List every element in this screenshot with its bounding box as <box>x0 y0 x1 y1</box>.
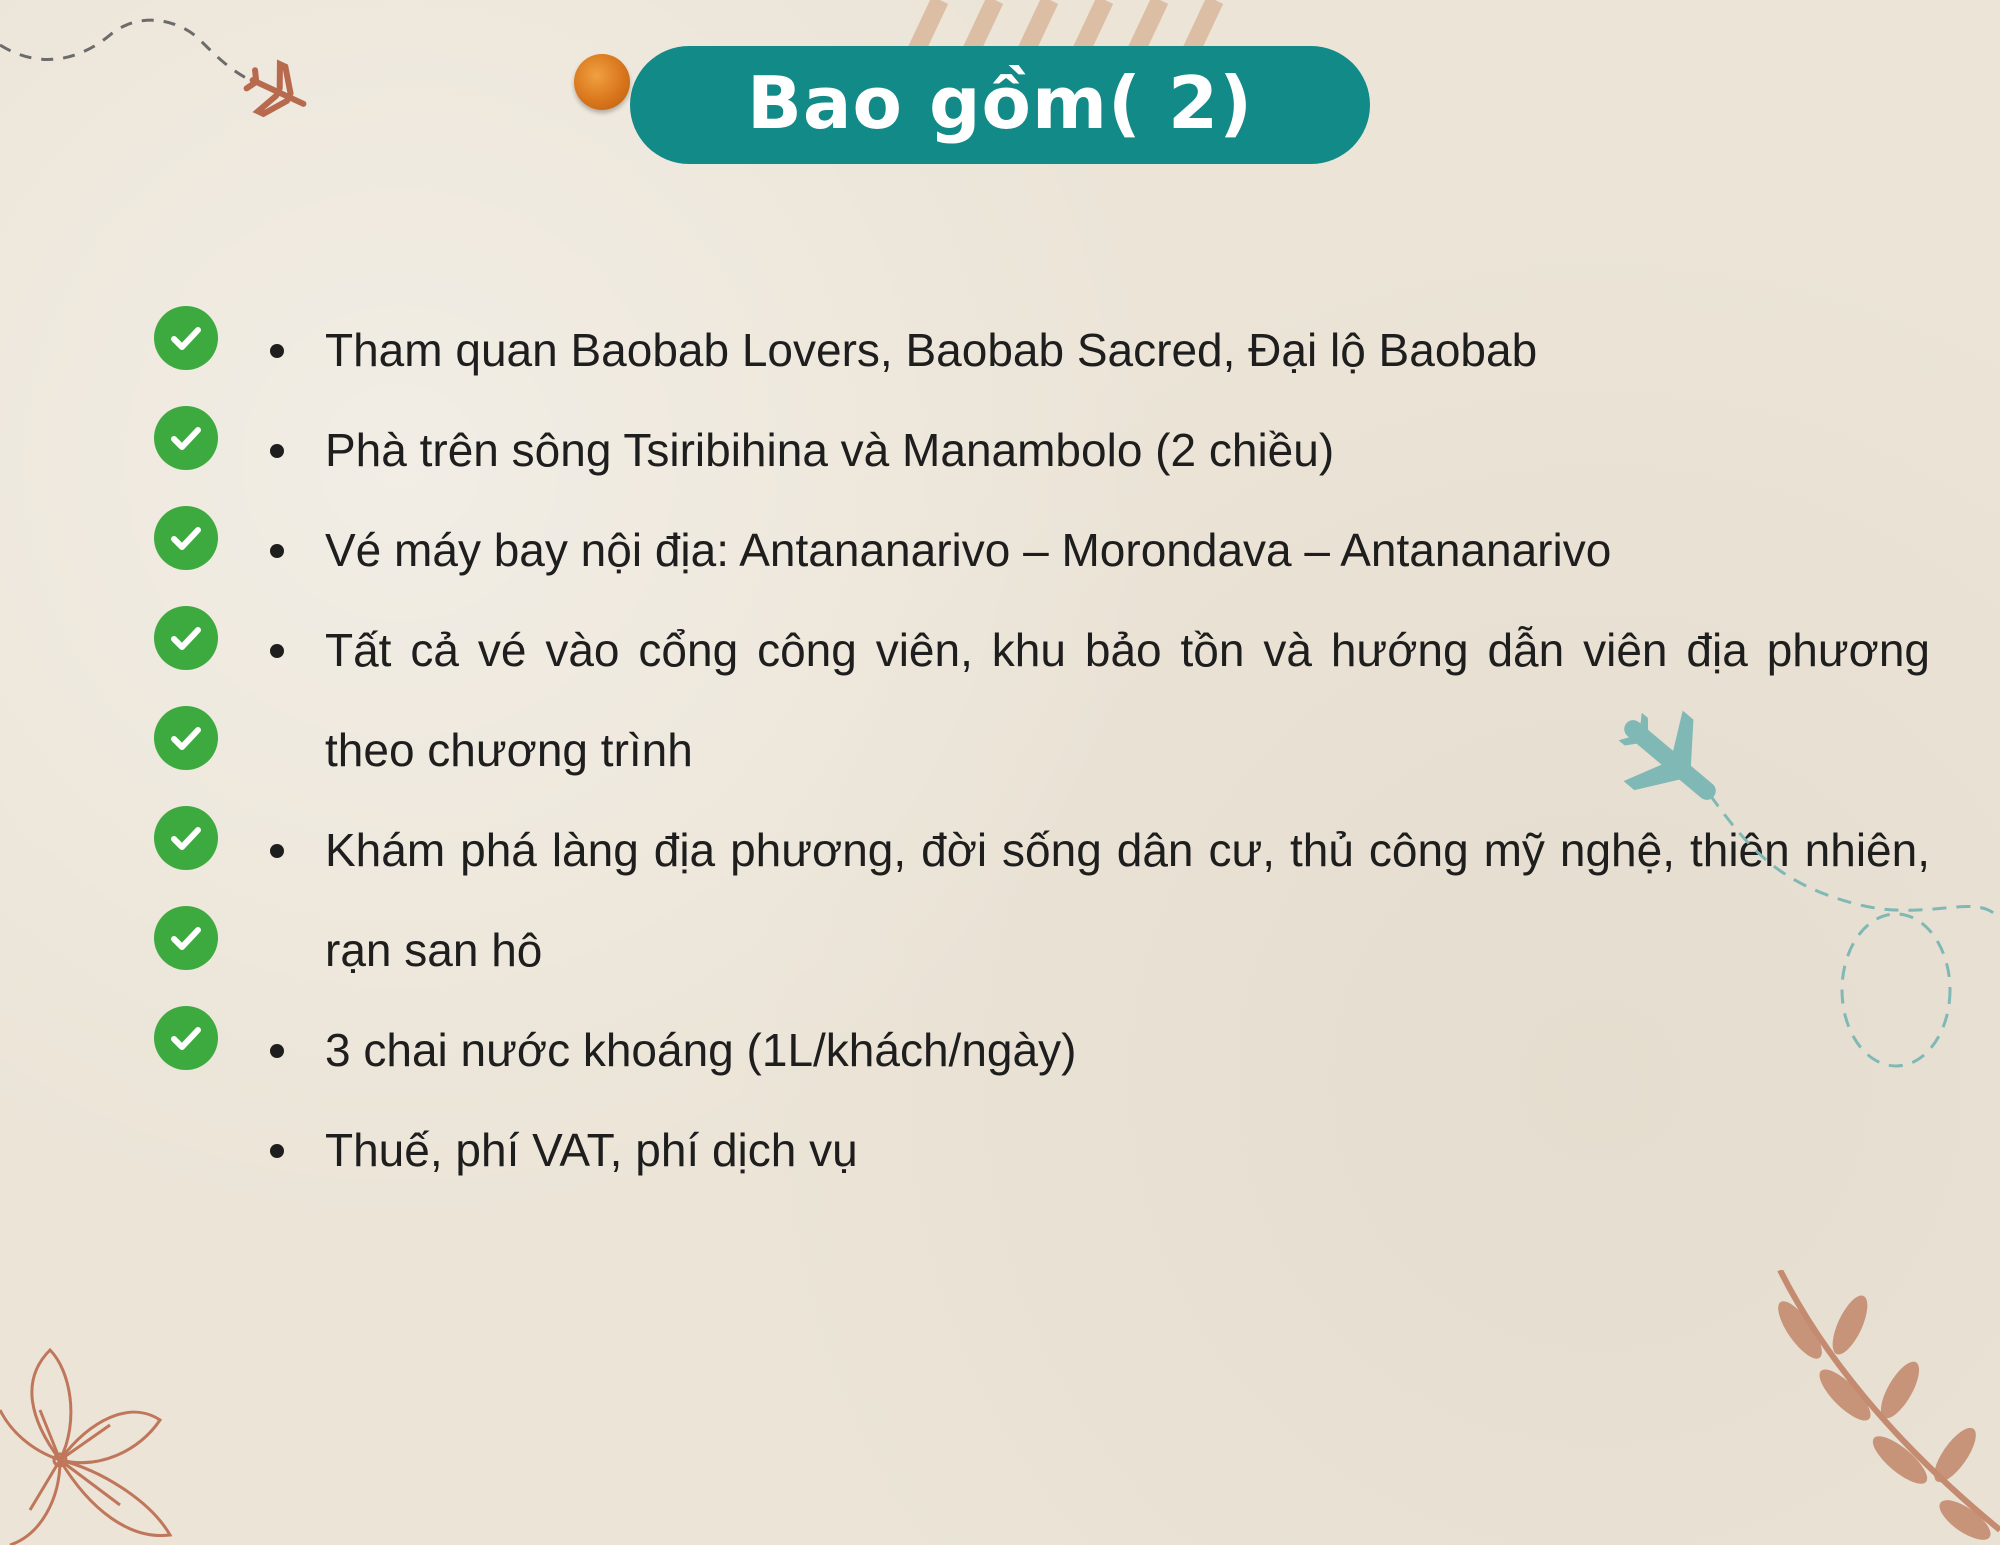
check-circle-icon <box>154 806 218 870</box>
flight-path-right <box>1600 700 2000 1080</box>
check-circle-icon <box>154 606 218 670</box>
pushpin-icon <box>574 54 630 110</box>
item-text: Tất cả vé vào cổng công viên, khu bảo tồn và hướng dẫn viên địa phương theo chương trình <box>325 624 1930 776</box>
check-circle-icon <box>154 506 218 570</box>
list-item <box>270 1100 1930 1200</box>
list-item <box>270 300 1930 400</box>
list-item <box>270 400 1930 500</box>
check-circle-icon <box>154 306 218 370</box>
bullet-dot <box>270 844 284 858</box>
check-circle-icon <box>154 1006 218 1070</box>
airplane-icon <box>1601 700 1737 826</box>
bullet-dot <box>270 544 284 558</box>
flight-path-top-left <box>0 0 340 140</box>
item-text: Thuế, phí VAT, phí dịch vụ <box>325 1124 858 1176</box>
flower-icon <box>0 1310 200 1545</box>
bullet-dot <box>270 444 284 458</box>
bullet-dot <box>270 1044 284 1058</box>
list-item <box>270 500 1930 600</box>
bullet-dot <box>270 344 284 358</box>
airplane-icon <box>240 56 315 128</box>
check-circle-icon <box>154 906 218 970</box>
item-text: 3 chai nước khoáng (1L/khách/ngày) <box>325 1024 1077 1076</box>
check-circle-icon <box>154 706 218 770</box>
item-text: Vé máy bay nội địa: Antananarivo – Morondava – Antananarivo <box>325 524 1612 576</box>
bullet-dot <box>270 644 284 658</box>
check-circle-icon <box>154 406 218 470</box>
title-banner <box>630 46 1370 164</box>
bullet-dot <box>270 1144 284 1158</box>
item-text: Khám phá làng địa phương, đời sống dân cư, thủ công mỹ nghệ, thiên nhiên, rạn san hô <box>325 824 1930 976</box>
page-title: Bao gồm( 2) <box>747 61 1253 145</box>
branch-leaves-icon <box>1760 1270 2000 1545</box>
item-text: Phà trên sông Tsiribihina và Manambolo (2 chiều) <box>325 424 1335 476</box>
item-text: Tham quan Baobab Lovers, Baobab Sacred, Đại lộ Baobab <box>325 324 1538 376</box>
